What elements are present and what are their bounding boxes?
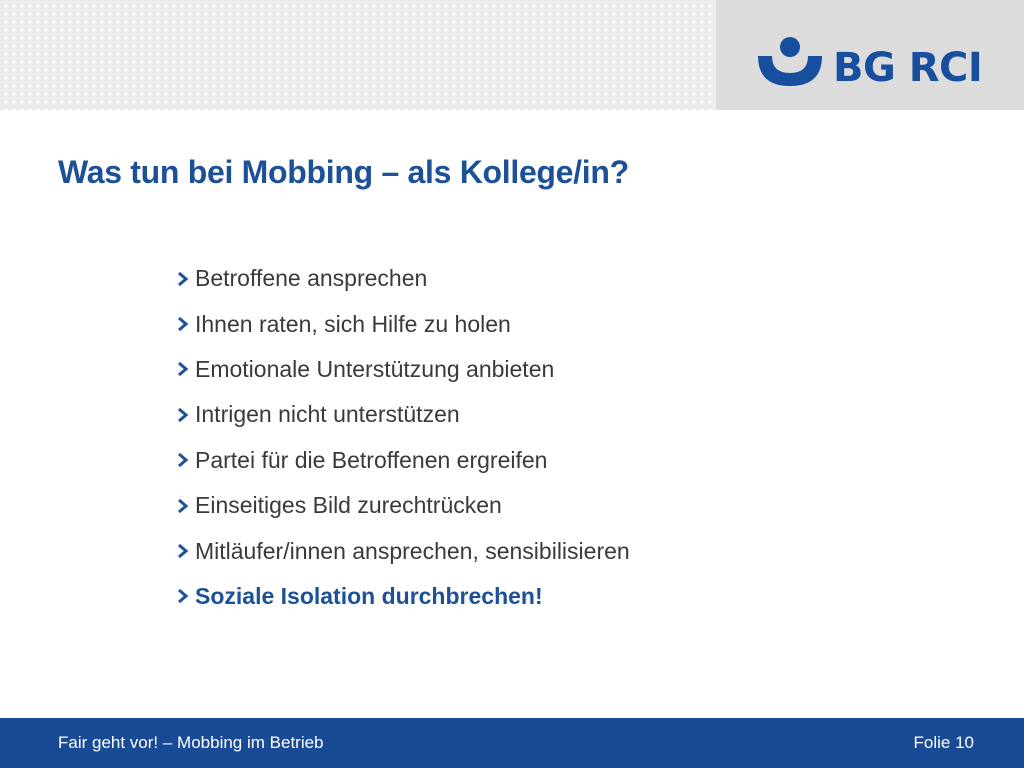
- bullet-list: [175, 256, 630, 619]
- logo-text: BG RCI: [833, 45, 983, 91]
- bullet-text: Partei für die Betroffenen ergreifen: [195, 446, 548, 473]
- chevron-right-icon: [175, 450, 191, 470]
- chevron-right-icon: [175, 405, 191, 425]
- bullet-text: Mitläufer/innen ansprechen, sensibilisieren: [195, 537, 630, 564]
- bullet-text: Emotionale Unterstützung anbieten: [195, 355, 555, 382]
- bullet-text: Ihnen raten, sich Hilfe zu holen: [195, 310, 511, 337]
- bullet-item: [175, 483, 630, 528]
- bullet-item: [175, 438, 630, 483]
- chevron-right-icon: [175, 541, 191, 561]
- bullet-item: [175, 392, 630, 437]
- chevron-right-icon: [175, 269, 191, 289]
- slide-title: Was tun bei Mobbing – als Kollege/in?: [58, 154, 629, 190]
- footer-title: Fair geht vor! – Mobbing im Betrieb: [58, 733, 324, 752]
- footer-bar: [0, 718, 1024, 768]
- chevron-right-icon: [175, 359, 191, 379]
- bullet-text: Intrigen nicht unterstützen: [195, 401, 460, 428]
- bullet-item: [175, 347, 630, 392]
- bullet-item: [175, 256, 630, 301]
- bullet-text: Einseitiges Bild zurechtrücken: [195, 492, 502, 519]
- bullet-item: [175, 301, 630, 346]
- slide-number: Folie 10: [913, 733, 974, 752]
- bullet-text: Soziale Isolation durchbrechen!: [195, 582, 543, 609]
- chevron-right-icon: [175, 586, 191, 606]
- bullet-item: [175, 528, 630, 573]
- bgrci-logo-icon: [756, 36, 824, 88]
- bullet-item-emphasis: [175, 574, 630, 619]
- chevron-right-icon: [175, 314, 191, 334]
- chevron-right-icon: [175, 496, 191, 516]
- bullet-text: Betroffene ansprechen: [195, 265, 428, 292]
